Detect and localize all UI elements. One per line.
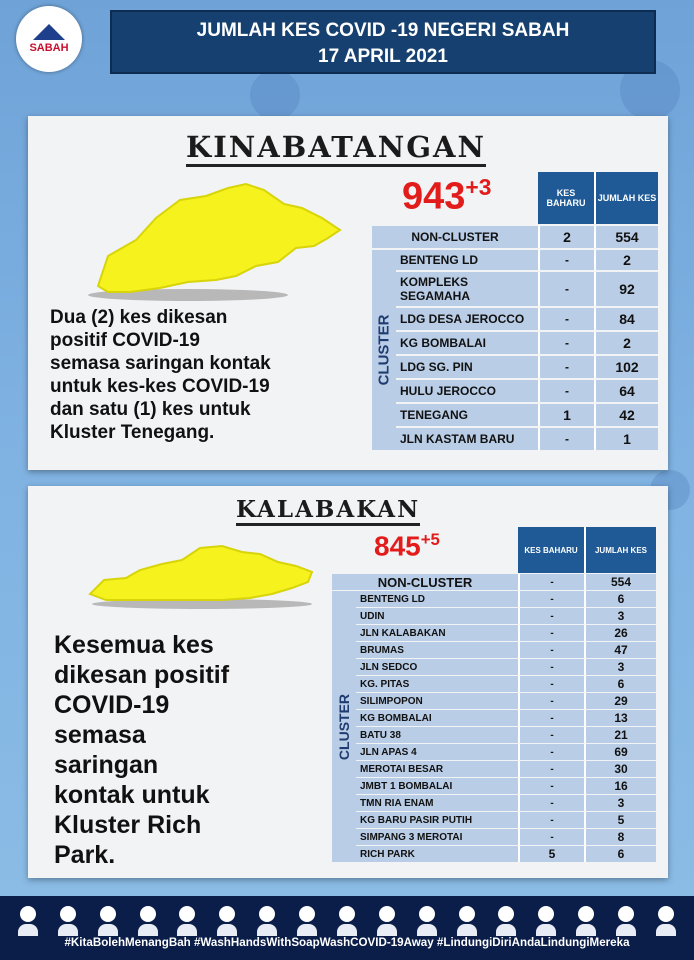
description-line: saringan xyxy=(54,751,159,779)
cluster-name: SIMPANG 3 MEROTAI xyxy=(356,829,518,845)
cluster-label xyxy=(332,591,356,862)
virus-decoration xyxy=(250,70,300,120)
cluster-name: BRUMAS xyxy=(356,642,518,658)
cluster-name: KG. PITAS xyxy=(356,676,518,692)
cluster-label-text: CLUSTER xyxy=(375,314,393,386)
cluster-total: 47 xyxy=(584,642,656,658)
table-row xyxy=(332,710,656,726)
description-line: Kluster Tenegang. xyxy=(50,422,215,443)
header-jumlah-kes: JUMLAH KES xyxy=(594,172,658,224)
table-row xyxy=(332,693,656,709)
cluster-new: - xyxy=(538,250,594,270)
cluster-name: KG BOMBALAI xyxy=(356,710,518,726)
cluster-new: - xyxy=(518,812,584,828)
title-banner xyxy=(110,10,656,74)
description-line: kontak untuk xyxy=(54,781,210,809)
case-new-value: +5 xyxy=(420,530,440,549)
footer-banner xyxy=(0,896,694,960)
description-line: untuk kes-kes COVID-19 xyxy=(50,376,270,397)
description-line: semasa saringan kontak xyxy=(50,353,271,374)
cluster-total: 29 xyxy=(584,693,656,709)
kinabatangan-panel xyxy=(28,116,668,470)
logo-text: SABAH xyxy=(29,42,69,54)
person-icon xyxy=(656,906,676,936)
cluster-new: - xyxy=(538,380,594,402)
cluster-new: - xyxy=(518,625,584,641)
description-line: Kluster Rich xyxy=(54,811,202,839)
cluster-total: 3 xyxy=(584,608,656,624)
table-row xyxy=(332,659,656,675)
cluster-new: - xyxy=(518,676,584,692)
description-line: COVID-19 xyxy=(54,691,170,719)
cluster-name: BATU 38 xyxy=(356,727,518,743)
cluster-name: MEROTAI BESAR xyxy=(356,761,518,777)
cluster-total: 42 xyxy=(594,404,658,426)
non-cluster-row xyxy=(372,226,658,248)
cluster-name: LDG SG. PIN xyxy=(396,356,538,378)
person-icon xyxy=(417,906,437,936)
person-icon xyxy=(297,906,317,936)
cluster-total: 5 xyxy=(584,812,656,828)
cluster-name: UDIN xyxy=(356,608,518,624)
case-total-value: 845 xyxy=(374,530,421,562)
person-icon xyxy=(138,906,158,936)
description-line: dikesan positif xyxy=(54,661,230,689)
frontliner-figures xyxy=(8,900,686,936)
header-jumlah-kes: JUMLAH KES xyxy=(584,527,656,573)
cluster-name: LDG DESA JEROCCO xyxy=(396,308,538,330)
cluster-name: JLN KASTAM BARU xyxy=(396,428,538,450)
cluster-new: - xyxy=(538,272,594,306)
kalabakan-map xyxy=(82,542,332,612)
page-date: 17 APRIL 2021 xyxy=(318,46,448,67)
table-row xyxy=(372,272,658,306)
cluster-name: JLN SEDCO xyxy=(356,659,518,675)
description-line: Park. xyxy=(54,841,116,869)
cluster-name: TMN RIA ENAM xyxy=(356,795,518,811)
cluster-total: 26 xyxy=(584,625,656,641)
table-row xyxy=(372,428,658,450)
table-row xyxy=(332,829,656,845)
cluster-name: RICH PARK xyxy=(356,846,518,862)
page-title: JUMLAH KES COVID -19 NEGERI SABAH xyxy=(196,20,570,41)
cluster-name: HULU JEROCCO xyxy=(396,380,538,402)
cluster-total: 21 xyxy=(584,727,656,743)
person-icon xyxy=(337,906,357,936)
table-row xyxy=(372,250,658,270)
cluster-new: 1 xyxy=(538,404,594,426)
table-row xyxy=(372,380,658,402)
cluster-new: 5 xyxy=(518,846,584,862)
person-icon xyxy=(177,906,197,936)
header-kes-baharu: KES BAHARU xyxy=(518,527,584,573)
table-row xyxy=(332,778,656,794)
cluster-name: KG BOMBALAI xyxy=(396,332,538,354)
table-row xyxy=(332,744,656,760)
table-row xyxy=(332,625,656,641)
case-description xyxy=(50,306,271,444)
non-cluster-row xyxy=(332,574,656,590)
table-row xyxy=(332,812,656,828)
cluster-total: 1 xyxy=(594,428,658,450)
person-icon xyxy=(496,906,516,936)
cluster-total: 69 xyxy=(584,744,656,760)
table-row xyxy=(332,795,656,811)
cluster-label xyxy=(372,250,396,450)
cluster-total: 3 xyxy=(584,795,656,811)
kinabatangan-case-table xyxy=(372,170,658,452)
header-kes-baharu: KES BAHARU xyxy=(538,172,594,224)
cluster-name: SILIMPOPON xyxy=(356,693,518,709)
cluster-name: JLN APAS 4 xyxy=(356,744,518,760)
non-cluster-total: 554 xyxy=(584,574,656,590)
cluster-total: 13 xyxy=(584,710,656,726)
table-row xyxy=(372,356,658,378)
case-total-value: 943 xyxy=(402,175,466,218)
person-icon xyxy=(58,906,78,936)
person-icon xyxy=(18,906,38,936)
description-line: positif COVID-19 xyxy=(50,330,200,351)
cluster-name: TENEGANG xyxy=(396,404,538,426)
person-icon xyxy=(536,906,556,936)
cluster-total: 2 xyxy=(594,250,658,270)
district-title: KINABATANGAN xyxy=(186,130,486,167)
table-row xyxy=(332,846,656,862)
person-icon xyxy=(257,906,277,936)
kalabakan-panel xyxy=(28,486,668,878)
cluster-new: - xyxy=(538,332,594,354)
table-row xyxy=(332,642,656,658)
case-new-value: +3 xyxy=(465,174,492,200)
person-icon xyxy=(98,906,118,936)
cluster-new: - xyxy=(518,761,584,777)
cluster-total: 2 xyxy=(594,332,658,354)
non-cluster-new: 2 xyxy=(538,226,594,248)
kalabakan-case-table xyxy=(332,526,656,863)
cluster-name: JLN KALABAKAN xyxy=(356,625,518,641)
district-title: KALABAKAN xyxy=(236,496,420,526)
cluster-new: - xyxy=(538,428,594,450)
cluster-total: 30 xyxy=(584,761,656,777)
table-row xyxy=(332,676,656,692)
cluster-total: 3 xyxy=(584,659,656,675)
cluster-total: 64 xyxy=(594,380,658,402)
person-icon xyxy=(616,906,636,936)
cluster-new: - xyxy=(518,693,584,709)
cluster-new: - xyxy=(538,356,594,378)
cluster-new: - xyxy=(518,727,584,743)
cluster-total: 102 xyxy=(594,356,658,378)
non-cluster-label: NON-CLUSTER xyxy=(332,574,518,590)
non-cluster-new: - xyxy=(518,574,584,590)
cluster-total: 84 xyxy=(594,308,658,330)
cluster-total: 6 xyxy=(584,846,656,862)
cluster-total: 6 xyxy=(584,676,656,692)
table-row xyxy=(332,591,656,607)
cluster-name: BENTENG LD xyxy=(356,591,518,607)
person-icon xyxy=(457,906,477,936)
description-line: Kesemua kes xyxy=(54,631,214,659)
cluster-new: - xyxy=(518,829,584,845)
cluster-total: 6 xyxy=(584,591,656,607)
hashtags: #KitaBolehMenangBah #WashHandsWithSoapWashCOVID-19Away #LindungiDiriAndaLindungiMereka xyxy=(64,936,630,949)
sabah-logo xyxy=(16,6,82,72)
table-header-row xyxy=(372,172,658,224)
non-cluster-label: NON-CLUSTER xyxy=(372,226,538,248)
person-icon xyxy=(377,906,397,936)
cluster-new: - xyxy=(518,744,584,760)
table-row xyxy=(372,404,658,426)
non-cluster-total: 554 xyxy=(594,226,658,248)
cluster-name: KG BARU PASIR PUTIH xyxy=(356,812,518,828)
person-icon xyxy=(576,906,596,936)
cluster-new: - xyxy=(518,659,584,675)
cluster-new: - xyxy=(518,778,584,794)
kinabatangan-map xyxy=(78,174,350,304)
description-line: dan satu (1) kes untuk xyxy=(50,399,251,420)
cluster-name: BENTENG LD xyxy=(396,250,538,270)
table-row xyxy=(332,608,656,624)
cluster-new: - xyxy=(518,591,584,607)
cluster-total: 16 xyxy=(584,778,656,794)
table-row xyxy=(332,761,656,777)
table-row xyxy=(372,332,658,354)
person-icon xyxy=(217,906,237,936)
table-row xyxy=(332,727,656,743)
cluster-total: 8 xyxy=(584,829,656,845)
description-line: Dua (2) kes dikesan xyxy=(50,307,228,328)
table-header-row xyxy=(332,527,656,573)
cluster-new: - xyxy=(518,642,584,658)
cluster-new: - xyxy=(518,795,584,811)
mountain-icon xyxy=(33,24,65,40)
cluster-name: JMBT 1 BOMBALAI xyxy=(356,778,518,794)
cluster-new: - xyxy=(518,710,584,726)
cluster-new: - xyxy=(538,308,594,330)
cluster-label-text: CLUSTER xyxy=(336,693,352,760)
cluster-new: - xyxy=(518,608,584,624)
cluster-name: KOMPLEKS SEGAMAHA xyxy=(396,272,538,306)
cluster-total: 92 xyxy=(594,272,658,306)
table-row xyxy=(372,308,658,330)
case-description xyxy=(54,630,229,870)
description-line: semasa xyxy=(54,721,146,749)
